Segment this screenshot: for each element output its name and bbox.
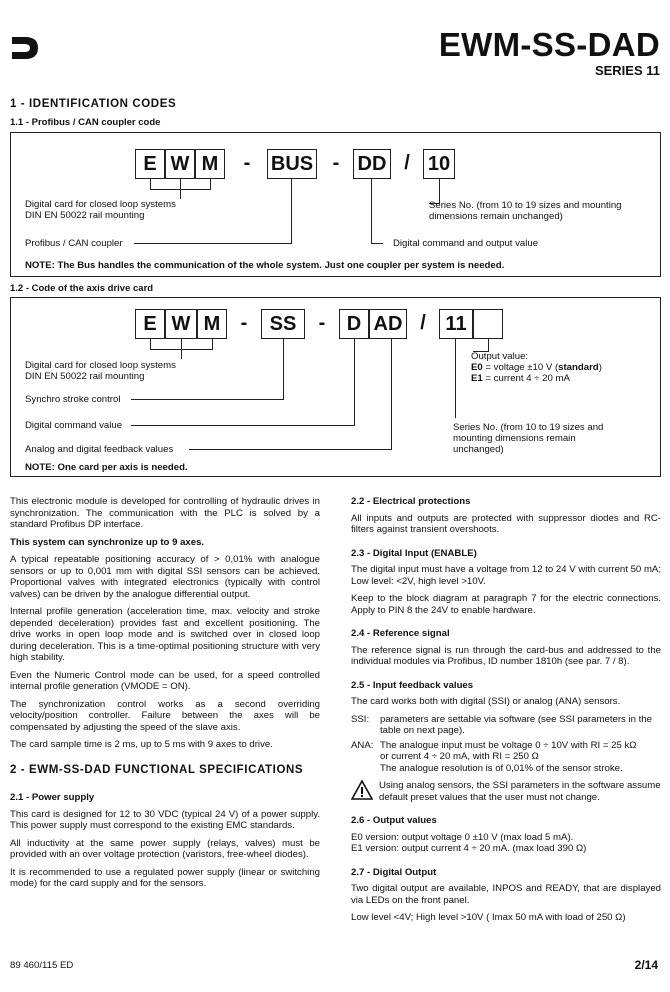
code-cell-blank: [473, 309, 503, 339]
code-cell: SS: [261, 309, 305, 339]
code-separator: -: [240, 312, 248, 334]
numeric-control-paragraph: Even the Numeric Control mode can be used, for a speed controlled internal profile generation (VMODE = ON).: [10, 669, 320, 692]
code-separator: -: [243, 152, 251, 174]
section-2-5-heading: 2.5 - Input feedback values: [351, 679, 474, 691]
document-code: 89 460/115 ED: [10, 960, 74, 971]
sample-time-paragraph: The card sample time is 2 ms, up to 5 ms with 9 axes to drive.: [10, 739, 273, 750]
axis-series-label: Series No. (from 10 to 19 sizes and mounting dimensions remain unchanged): [453, 422, 604, 455]
coupler-note: NOTE: The Bus handles the communication of the whole system. Just one coupler per system is needed.: [25, 260, 505, 271]
power-supply-paragraph-1: This card is designed for 12 to 30 VDC (typical 24 V) of a power supply. This power supply must correspond to the existing EMC standards.: [10, 808, 320, 831]
code-cell: DD: [353, 149, 391, 179]
power-supply-paragraph-2: All inductivity at the same power supply (relays, valves) must be provided with an over voltage protection (varistors, free-wheel diodes).: [10, 837, 320, 860]
code-separator: -: [332, 152, 340, 174]
code-separator: /: [420, 312, 426, 334]
code-cell: BUS: [267, 149, 317, 179]
page-number: 2/14: [634, 958, 658, 972]
code-cell: E: [135, 149, 165, 179]
section-1-1-heading: 1.1 - Profibus / CAN coupler code: [10, 117, 161, 128]
profile-paragraph: Internal profile generation (acceleration time, max. velocity and stroke depended deceleration) provides fast and excellent positioning. The drive works in open loop mode and is switched over in closed loop during deceleration. This is a time-optimal positioning structure with very high stability.: [10, 606, 320, 663]
code-cell: 10: [423, 149, 455, 179]
section-2-6-heading: 2.6 - Output values: [351, 815, 437, 826]
coupler-series-label: Series No. (from 10 to 19 sizes and mounting dimensions remain unchanged): [429, 200, 622, 222]
code-cell: W: [165, 309, 197, 339]
code-cell: 11: [439, 309, 473, 339]
power-supply-paragraph-3: It is recommended to use a regulated power supply (linear or switching mode) for the card supply and for the sensors.: [10, 866, 320, 889]
left-column: [10, 496, 320, 896]
axis-output-value-label: Output value: E0 = voltage ±10 V (standard) E1 = current 4 ÷ 20 mA: [471, 351, 602, 384]
digital-output-paragraph-1: Two digital output are available, INPOS and READY, that are displayed via LEDs on the front panel.: [351, 883, 661, 906]
axis-feedback-label: Analog and digital feedback values: [25, 444, 174, 455]
axis-code-strip: [135, 309, 515, 339]
code-cell: M: [195, 149, 225, 179]
coupler-code-strip: [135, 149, 455, 179]
ssi-item: SSI: parameters are settable via software (see SSI parameters in the table on next page).: [351, 713, 652, 736]
page-title: EWM-SS-DAD: [438, 26, 660, 63]
section-2-heading: 2 - EWM-SS-DAD FUNCTIONAL SPECIFICATIONS: [10, 763, 304, 776]
code-cell: E: [135, 309, 165, 339]
section-2-7-heading: 2.7 - Digital Output: [351, 866, 437, 878]
duplomatic-logo: [10, 34, 40, 62]
section-2-2-heading: 2.2 - Electrical protections: [351, 496, 471, 507]
sync-control-paragraph: The synchronization control works as a second overriding velocity/position controller. Failure between the axes will be compensated by adjusting the speed of the slave axis.: [10, 698, 320, 733]
digital-output-paragraph-2: Low level <4V; High level >10V ( Imax 50 mA with load of 250 Ω): [351, 912, 626, 923]
code-cell: W: [165, 149, 195, 179]
axis-note: NOTE: One card per axis is needed.: [25, 462, 188, 473]
feedback-paragraph: The card works both with digital (SSI) or analog (ANA) sensors.: [351, 696, 621, 707]
reference-signal-paragraph: The reference signal is run through the card-bus and addressed to the individual modules via Profibus, ID number 1810h (see par. 7 / 8).: [351, 644, 661, 667]
section-2-3-heading: 2.3 - Digital Input (ENABLE): [351, 547, 477, 559]
code-cell: D: [339, 309, 369, 339]
axis-card-label: Digital card for closed loop systems DIN EN 50022 rail mounting: [25, 360, 176, 382]
protections-paragraph: All inputs and outputs are protected with suppressor diodes and RC-filters against transient overshoots.: [351, 512, 661, 535]
accuracy-paragraph: A typical repeatable positioning accuracy of > 0,01% with analogue sensors or up to 0,001 mm with digital SSI sensors can be achieved. Proportional valves with integrated electronics (typically with control valves) can be driven by the analogue differential output.: [10, 554, 320, 600]
section-1-heading: 1 - IDENTIFICATION CODES: [10, 98, 177, 110]
sync-axes-paragraph: This system can synchronize up to 9 axes.: [10, 536, 205, 548]
coupler-card-label: Digital card for closed loop systems DIN EN 50022 rail mounting: [25, 199, 176, 221]
section-2-4-heading: 2.4 - Reference signal: [351, 628, 450, 639]
output-e0-line: E0 version: output voltage 0 ±10 V (max load 5 mA).: [351, 831, 574, 843]
warning-icon: [351, 780, 373, 800]
output-e1-line: E1 version: output current 4 ÷ 20 mA. (max load 390 Ω): [351, 843, 587, 854]
digital-input-paragraph-2: Keep to the block diagram at paragraph 7 for the electric connections. Apply to PIN 8 the 24V to enable hardware.: [351, 593, 661, 616]
axis-digital-label: Digital command value: [25, 420, 123, 431]
right-column: [351, 496, 661, 930]
code-separator: -: [318, 312, 326, 334]
ana-item: ANA: The analogue input must be voltage 0 ÷ 10V with RI = 25 kΩ or current 4 ÷ 20 mA, with RI = 250 Ω The analogue resolution is of 0,01% of the sensor stroke.: [351, 739, 637, 774]
section-1-2-heading: 1.2 - Code of the axis drive card: [10, 283, 154, 294]
code-cell: AD: [369, 309, 407, 339]
digital-input-paragraph-1: The digital input must have a voltage from 12 to 24 V with current 50 mA; Low level: <2V, high level >10V.: [351, 564, 661, 587]
intro-paragraph: This electronic module is developed for controlling of hydraulic drives in synchronization. The communication with the PLC is solved by a standard Profibus DP interface.: [10, 496, 320, 530]
series-label: SERIES 11: [594, 63, 660, 78]
axis-code-box: [10, 297, 661, 477]
code-separator: /: [404, 152, 410, 174]
section-2-1-heading: 2.1 - Power supply: [10, 792, 95, 803]
axis-synchro-label: Synchro stroke control: [25, 394, 121, 405]
coupler-bus-label: Profibus / CAN coupler: [25, 238, 126, 249]
analog-warning: Using analog sensors, the SSI parameters in the software assume default preset values that the user must not change.: [351, 780, 661, 803]
coupler-code-box: [10, 132, 661, 277]
coupler-digital-label: Digital command and output value: [393, 238, 539, 249]
code-cell: M: [197, 309, 227, 339]
